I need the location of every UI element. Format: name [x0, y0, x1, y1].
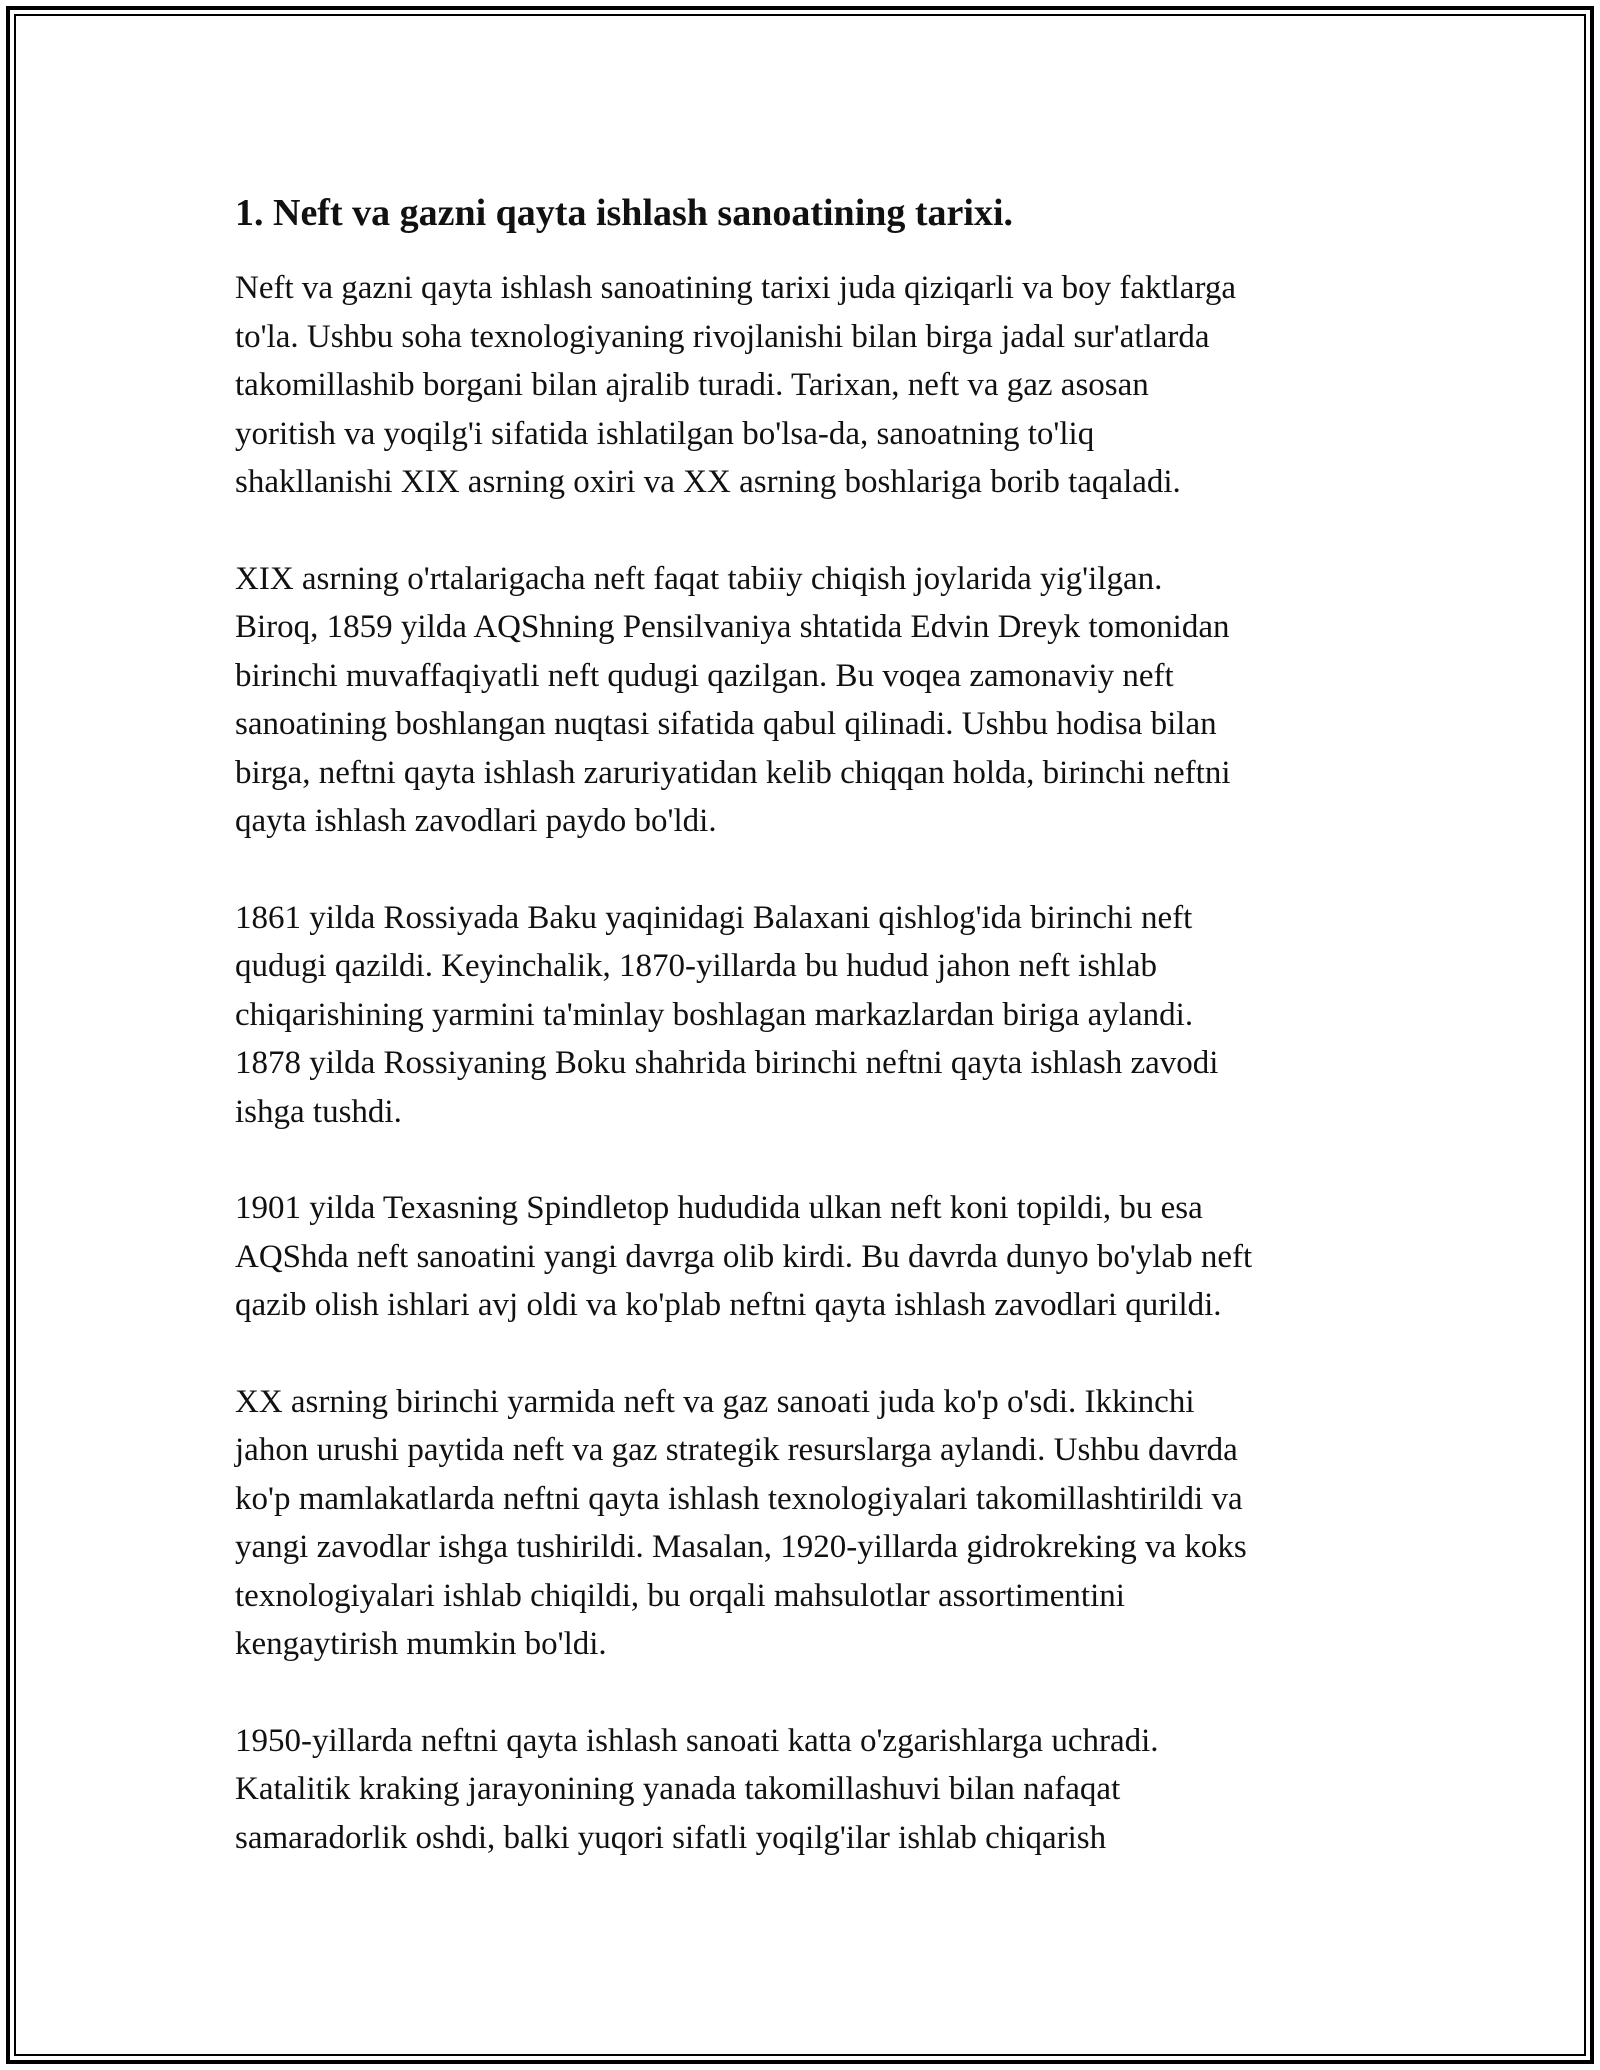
paragraph-line: samaradorlik oshdi, balki yuqori sifatli yoqilg'ilar ishlab chiqarish: [235, 1819, 1107, 1856]
paragraph: [235, 1184, 1385, 1330]
paragraph-line: shakllanishi XIX asrning oxiri va XX asrning boshlariga borib taqaladi.: [235, 464, 1181, 500]
paragraph-line: XX asrning birinchi yarmida neft va gaz sanoati juda ko'p o'sdi. Ikkinchi: [235, 1383, 1195, 1420]
paragraph: [235, 894, 1385, 1137]
paragraph-line: chiqarishining yarmini ta'minlay boshlagan markazlardan biriga aylandi.: [235, 996, 1194, 1033]
document-body: [235, 188, 1385, 1910]
paragraph: [235, 1378, 1385, 1669]
paragraph-line: birga, neftni qayta ishlash zaruriyatidan kelib chiqqan holda, birinchi neftni: [235, 754, 1231, 791]
paragraph: [235, 264, 1385, 507]
paragraph-line: 1901 yilda Texasning Spindletop hududida ulkan neft koni topildi, bu esa: [235, 1190, 1203, 1226]
paragraph-line: takomillashib borgani bilan ajralib turadi. Tarixan, neft va gaz asosan: [235, 367, 1149, 403]
paragraph-line: 1950-yillarda neftni qayta ishlash sanoati katta o'zgarishlarga uchradi.: [235, 1722, 1159, 1759]
paragraph-line: jahon urushi paytida neft va gaz strategik resurslarga aylandi. Ushbu davrda: [235, 1432, 1238, 1468]
paragraph-line: AQShda neft sanoatini yangi davrga olib kirdi. Bu davrda dunyo bo'ylab neft: [235, 1238, 1253, 1275]
paragraph-line: yangi zavodlar ishga tushirildi. Masalan, 1920-yillarda gidrokreking va koks: [235, 1529, 1247, 1565]
paragraph-line: birinchi muvaffaqiyatli neft qudugi qazilgan. Bu voqea zamonaviy neft: [235, 657, 1174, 694]
paragraph: [235, 555, 1385, 846]
section-heading: 1. Neft va gazni qayta ishlash sanoatining tarixi.: [235, 192, 1014, 234]
paragraph-line: XIX asrning o'rtalarigacha neft faqat tabiiy chiqish joylarida yig'ilgan.: [235, 560, 1163, 597]
paragraph-line: Neft va gazni qayta ishlash sanoatining tarixi juda qiziqarli va boy faktlarga: [235, 270, 1236, 306]
paragraph-line: qayta ishlash zavodlari paydo bo'ldi.: [235, 803, 717, 839]
paragraph-line: ishga tushdi.: [235, 1093, 402, 1130]
paragraph-line: sanoatining boshlangan nuqtasi sifatida qabul qilinadi. Ushbu hodisa bilan: [235, 706, 1217, 742]
paragraph-line: 1861 yilda Rossiyada Baku yaqinidagi Balaxani qishlog'ida birinchi neft: [235, 899, 1193, 936]
paragraph-line: ko'p mamlakatlarda neftni qayta ishlash texnologiyalari takomillashtirildi va: [235, 1480, 1243, 1517]
paragraph: [235, 1717, 1385, 1863]
paragraph-line: texnologiyalari ishlab chiqildi, bu orqali mahsulotlar assortimentini: [235, 1577, 1125, 1614]
paragraph-line: qudugi qazildi. Keyinchalik, 1870-yillarda bu hudud jahon neft ishlab: [235, 948, 1157, 984]
paragraph-line: kengaytirish mumkin bo'ldi.: [235, 1626, 607, 1662]
paragraph-line: Katalitik kraking jarayonining yanada takomillashuvi bilan nafaqat: [235, 1771, 1121, 1807]
paragraph-line: yoritish va yoqilg'i sifatida ishlatilgan bo'lsa-da, sanoatning to'liq: [235, 415, 1095, 452]
paragraph-list: [235, 264, 1385, 1862]
paragraph-line: to'la. Ushbu soha texnologiyaning rivojlanishi bilan birga jadal sur'atlarda: [235, 318, 1210, 355]
paragraph-line: Biroq, 1859 yilda AQShning Pensilvaniya shtatida Edvin Dreyk tomonidan: [235, 609, 1230, 645]
paragraph-line: qazib olish ishlari avj oldi va ko'plab neftni qayta ishlash zavodlari qurildi.: [235, 1287, 1222, 1323]
paragraph-line: 1878 yilda Rossiyaning Boku shahrida birinchi neftni qayta ishlash zavodi: [235, 1045, 1219, 1081]
